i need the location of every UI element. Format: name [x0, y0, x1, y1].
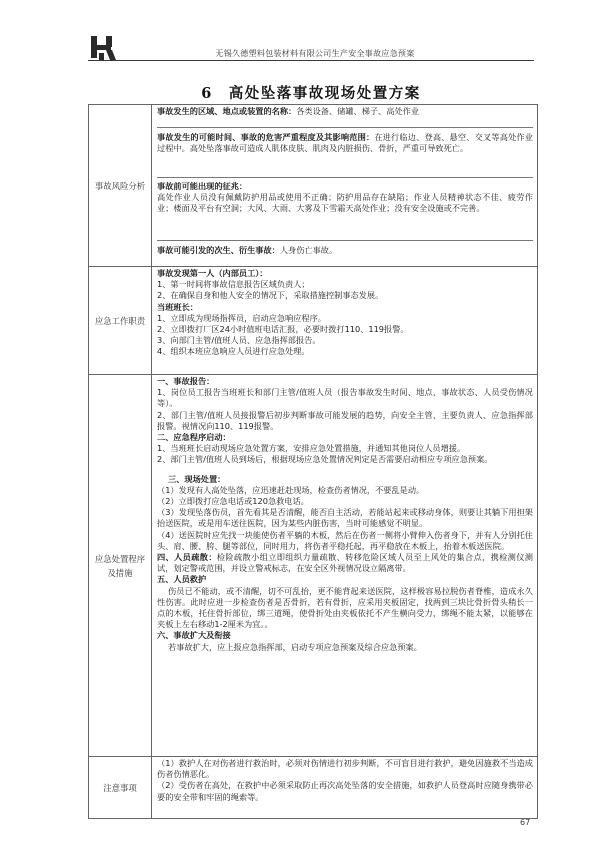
start-step: 1、当班班长启动现场应急处置方案，安排应急处置措施，并通知其他岗位人员增援。	[157, 443, 466, 454]
row-label-notes: 注意事项	[89, 757, 152, 819]
shift-leader-line: 3、向部门主管/值班人员、应急指挥部报告。	[157, 335, 321, 346]
header-divider	[88, 60, 534, 61]
row-label-risk-analysis: 事故风险分析	[89, 105, 152, 267]
report-step: 2、部门主管/值班人员接报警后初步判断事故可能发展的趋势，向安全主管、主要负责人、应急指挥部报警。视情况向110、119报警。	[157, 409, 533, 431]
row-content-emergency-duties	[152, 267, 538, 375]
report-step: 1、岗位员工报告当班班长和部门主管/值班人员（报告事故发生时间、地点、事故状态、人员受伤情况等）。	[157, 387, 533, 409]
table-row	[89, 267, 538, 375]
header-title: 无锡久德塑料包装材料有限公司生产安全事故应急预案	[215, 49, 415, 58]
expansion-heading: 六、事故扩大及衔接	[157, 630, 231, 641]
risk-time-text: 在进行临边、登高、悬空、交叉等高处作业过程中。高处坠落事故可造成人肌体皮肤、肌肉及内脏损伤、骨折，严重可导致死亡。	[157, 132, 533, 154]
row-content-risk-analysis	[152, 105, 538, 267]
row-label-emergency-duties: 应急工作职责	[89, 267, 152, 375]
disposal-plan-table	[88, 104, 538, 819]
report-heading: 一、事故报告：	[157, 376, 215, 386]
shift-leader-line: 2、立即拨打厂区24小时值班电话汇报，必要时拨打110、119报警。	[157, 324, 409, 335]
row-content-notes	[152, 757, 538, 819]
first-finder-line: 1、第一时间将事故信息报告区域负责人；	[157, 279, 310, 290]
risk-secondary-text: 人身伤亡事故。	[279, 245, 338, 255]
evacuation-text: 检险疏散小组立即组织力量疏散、转移危险区域人员至上风处的集合点，携检测仪测试，划定警戒范围，并设立警戒标志，在安全区外视情况设立隔离带。	[157, 552, 533, 574]
expansion-text: 若事故扩大，应上报应急指挥部，启动专项应急预案及综合应急预案。	[168, 641, 422, 652]
note-item: （1）救护人在对伤者进行救治时，必须对伤情进行初步判断，不可盲目进行救护，避免因施救不当造成伤者伤情恶化。	[157, 758, 533, 780]
start-step: 2、部门主管/值班人员到场后，根据现场应急处置情况判定是否需要启动相应专项应急预案。	[157, 454, 493, 465]
start-heading: 二、应急程序启动：	[157, 432, 231, 443]
onsite-step: （1）发现有人高处坠落，应迅速赶赴现场，检查伤者情况，不要乱是动。	[157, 484, 425, 495]
risk-omen-block	[157, 178, 533, 241]
onsite-step: （3）发现坠落伤员，首先看其是否清醒，能否自主活动，若能站起来或移动身体，则要让其躺下用担架抬送医院，或是用车送往医院，因为某些内脏伤害，当时可能感觉不明显。	[157, 507, 533, 529]
first-finder-lead: 事故发现第一人（内部员工）：	[157, 268, 268, 278]
risk-location-text: 各类设备、储罐、梯子、高处作业	[296, 106, 420, 116]
table-row	[89, 375, 538, 757]
section-title: 6 高处坠落事故现场处置方案	[201, 85, 421, 102]
risk-time-lead: 事故发生的可能时间、事故的危害严重程度及其影响范围：	[157, 132, 375, 142]
row-content-procedures	[152, 375, 538, 757]
onsite-heading: 三、现场处置：	[168, 473, 226, 484]
rescue-heading: 五、人员救护	[157, 574, 207, 585]
row-label-procedures: 应急处置程序及措施	[89, 375, 152, 757]
page-number: 67	[520, 818, 531, 827]
first-finder-line: 2、在确保自身和他人安全的情况下，采取措施控制事态发展。	[157, 290, 384, 301]
onsite-step: （4）送医院时应先找一块能使伤者平躺的木板，然后在伤者一侧将小臂伸入伤者身下，并有人分别托住头、肩、腰、胯、腿等部位，同时用力，将伤者平稳托起，再平稳放在木板上，抬着木板送医院。	[157, 529, 533, 551]
shift-leader-line: 4、组织本班应急响应人员进行应急处理。	[157, 346, 310, 357]
risk-omen-lead: 事故前可能出现的征兆：	[157, 181, 248, 191]
rescue-text: 伤员已不能动，或不清醒，切不可乱抬，更不能背起来送医院，这样极容易拉脱伤者脊椎，造成永久性伤害。此时应进一步检查伤者是否骨折，若有骨折，应采用夹板固定，找两到三块比骨折骨头稍长一点的木板，托住骨折部位，绑三道绳，使骨折处由夹板依托不产生横向受力，绑绳不能太紧，以能够在夹板上左右移动1-2厘米为宜。。	[157, 585, 533, 630]
shift-leader-lead: 当班班长：	[157, 301, 198, 312]
risk-secondary-block	[157, 241, 533, 266]
evacuation-heading: 四、人员疏散：	[157, 552, 217, 563]
risk-secondary-lead: 事故可能引发的次生、衍生事故：	[157, 245, 280, 255]
note-item: （2）受伤者在高处，在救护中必须采取防止再次高处坠落的安全措施，如救护人员登高时应随身携带必要的安全带和牢固的绳索等。	[157, 780, 533, 802]
risk-location-block	[157, 105, 533, 128]
onsite-step: （2）立即拨打应急电话或120急救电话。	[157, 496, 309, 507]
company-logo	[90, 34, 118, 62]
table-row	[89, 757, 538, 819]
risk-time-block	[157, 128, 533, 178]
table-row	[89, 105, 538, 267]
shift-leader-line: 1、立即成为现场指挥员，启动应急响应程序。	[157, 312, 326, 323]
risk-omen-text: 高处作业人员没有佩戴防护用品或使用不正确；防护用品存在缺陷；作业人员精神状态不佳、疲劳作业；楼面及平台有空洞；大风、大雨、大雾及下雪霜天高处作业；没有安全设施或不完善。	[157, 192, 533, 214]
risk-location-lead: 事故发生的区域、地点或装置的名称：	[157, 106, 297, 116]
evacuation-para	[157, 552, 533, 574]
